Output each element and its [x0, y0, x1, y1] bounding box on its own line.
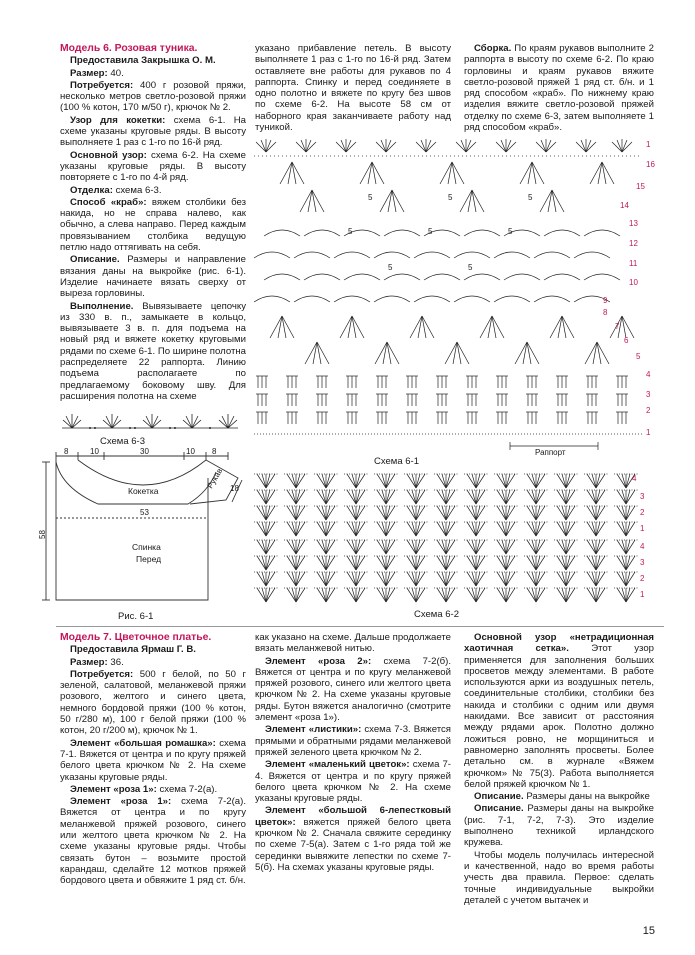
scheme-6-2-caption: Схема 6-2	[414, 609, 459, 620]
dim-8-right: 8	[212, 447, 217, 456]
m7-rules: Чтобы модель получилась интересной и качественной, надо во время работы учесть два правила. Первое: сделать точные индивидуальные выкройки деталей с учетом вытачек и	[464, 849, 654, 906]
scheme-6-2-chart	[252, 470, 644, 604]
row-number: 13	[629, 219, 638, 228]
row-number: 15	[636, 182, 645, 191]
rapport-label: Раппорт	[535, 448, 566, 457]
inner-5-label: 5	[508, 227, 513, 236]
label-front: Перед	[136, 554, 162, 564]
m6-assembly: Сборка. По краям рукавов выполните 2 раппорта в высоту по схеме 6-2. По краю горловины и краям рукавов вяжите светло-розовой пряжей 1 ряд ст. б/н. и 1 ряд способом «краб». По нижнему краю изделия вяжите светло-розовой пряжей отделку по схеме 6-3, затем выполняете 1 ряд способом «краб».	[464, 43, 654, 134]
m7-rose1: Элемент «роза 1»: схема 7-2(а). Вяжется от центра и по кругу меланжевой пряжей розового, синего или желтого цвета крючком № 2. На схеме указаны круговые ряды. Чтобы связать бутон – возьмите простой карандаш, сделайте 12 мотков пряжей бордового цвета и обвяжите 1 ряд ст. б/н.	[60, 796, 246, 887]
m7-column-2	[255, 632, 451, 874]
row-number: 16	[646, 160, 655, 169]
label-yoke: Кокетка	[128, 486, 159, 496]
inner-5-labels	[348, 193, 533, 272]
m6-description: Описание. Размеры и направление вязания даны на выкройке (рис. 6-1). Изделие начинаете вязать сверху от выреза горловины.	[60, 254, 246, 300]
m7-small-flower: Элемент «маленький цветок»: схема 7-4. Вяжется от центра и по кругу пряжей белого цвета крючком № 2. На схеме указаны круговые ряды.	[255, 759, 452, 805]
inner-5-label: 5	[528, 193, 533, 202]
m7-title: Модель 7. Цветочное платье.	[60, 632, 212, 643]
row-number: 7	[615, 322, 620, 331]
m7-author: Предоставила Ярмаш Г. В.	[70, 644, 196, 656]
row-number: 14	[620, 201, 629, 210]
dim-58: 58	[37, 530, 47, 539]
page-number: 15	[642, 925, 655, 937]
row-number: 6	[624, 336, 629, 345]
m6-author: Предоставила Закрышка О. М.	[70, 55, 216, 67]
m7-description-1: Описание. Размеры даны на выкройке	[474, 791, 650, 803]
inner-5-label: 5	[448, 193, 453, 202]
row-number: 2	[646, 406, 651, 415]
m6-column-1	[60, 43, 246, 403]
m7-column-3	[464, 632, 654, 907]
m6-column-3	[464, 43, 654, 134]
inner-5-label: 5	[348, 227, 353, 236]
m7-size: Размер: 36.	[70, 656, 124, 668]
row-number: 3	[646, 390, 651, 399]
dim-10-right: 10	[186, 447, 195, 456]
row-number: 2	[640, 574, 645, 583]
scheme-6-1-caption: Схема 6-1	[374, 456, 419, 467]
row-number: 1	[640, 524, 645, 533]
row-number: 2	[640, 508, 645, 517]
row-number: 4	[640, 542, 645, 551]
label-sleeve: Рукав	[205, 466, 225, 491]
m6-materials: Потребуется: 400 г розовой пряжи, несколько метров светло-розовой пряжи (100 % котон, 170 м/50 г), крючок № 2.	[60, 79, 246, 114]
m7-description-2: Описание. Размеры даны на выкройке (рис. 7-1, 7-2, 7-3). Это изделие выполнено техникой ирландского кружева.	[464, 803, 654, 849]
inner-5-label: 5	[388, 263, 393, 272]
m6-col2-text: указано прибавление петель. В высоту выполняете 1 раз с 1-го по 16-й ряд. Затем оставляете вне работы для рукавов по 4 раппорта. Спинку и перед соединяете в одно полотно и вяжете по кругу без швов по схеме 6-2. На высоте 58 см от наборного края заканчиваете работу над туникой.	[255, 43, 451, 134]
row-number: 11	[629, 259, 638, 268]
m6-yoke-pattern: Узор для кокетки: схема 6-1. На схеме указаны круговые ряды. В высоту выполняете 1 раз с 1-го по 16-й ряд.	[60, 114, 246, 149]
inner-5-label: 5	[468, 263, 473, 272]
m7-mesh: Основной узор «нетрадиционная хаотичная сетка». Этот узор применяется для заполнения больших просветов между элементами. В работе используются арки из воздушных петель, соединительные столбики, столбики без накида и столбики с одним или двумя накидами. Все зависит от расстояния между рядами арок. Полотно должно ложиться ровно, не морщиниться и равномерно заполнять просветы. Более детально см. в журнале «Вяжем крючком» № 75(3). Работа выполняется белой пряжей крючком № 1.	[464, 632, 654, 790]
m6-execution: Выполнение. Вывязываете цепочку из 330 в. п., замыкаете в кольцо, вывязываете 3 в. п. для подъема на новый ряд и вяжете кокетку круговыми рядами по схеме 6-1. По ширине полотна распределяете 22 раппорта. Линию подъема располагаете по предлагаемому боковому шву. Для расширения полотна на схеме	[60, 300, 246, 402]
m7-rose2: Элемент «роза 2»: схема 7-2(б). Вяжется от центра и по кругу меланжевой пряжей розового, синего или желтого цвета крючком № 2. На схеме указаны круговые ряды. Бутон вяжется аналогично (смотрите элемент «роза 1»).	[255, 655, 451, 724]
inner-5-label: 5	[428, 227, 433, 236]
m6-title: Модель 6. Розовая туника.	[60, 43, 198, 54]
row-number: 3	[640, 492, 645, 501]
scheme-6-3-chart	[60, 406, 240, 434]
row-number: 4	[632, 474, 637, 483]
row-number: 10	[629, 278, 638, 287]
inner-5-label: 5	[368, 193, 373, 202]
m7-materials: Потребуется: 500 г белой, по 50 г зеленой, салатовой, меланжевой пряжи розового, желтого и синего цвета, немного бордовой пряжи (100 % котон, 50 г/280 м), 100 г белой пряжи (100 % котон, 20 г/200 м), крючок № 1.	[60, 668, 246, 737]
dim-53: 53	[140, 508, 149, 517]
section-divider	[56, 626, 664, 627]
row-number: 1	[646, 140, 651, 149]
row-number: 4	[646, 370, 651, 379]
label-back: Спинка	[132, 542, 161, 552]
m6-trim: Отделка: схема 6-3.	[70, 184, 162, 196]
dim-8-left: 8	[64, 447, 69, 456]
fig-6-1-caption: Рис. 6-1	[118, 611, 154, 622]
scheme-6-1-chart	[252, 138, 652, 456]
row-number: 1	[640, 590, 645, 599]
row-number: 1	[646, 428, 651, 437]
m7-column-1	[60, 632, 246, 888]
m7-leaves: Элемент «листики»: схема 7-3. Вяжется прямыми и обратными рядами меланжевой пряжей зеленого цвета крючком № 2.	[255, 724, 452, 758]
row-number: 3	[640, 558, 645, 567]
m7-big-flower: Элемент «большой 6-лепестковый цветок»: вяжется пряжей белого цвета крючком № 2. Сначала свяжите серединку по схеме 7-5(а). Затем с 1-го ряда той же серединки вывяжите лепестки по схеме 7-5(б). На схемах указаны круговые ряды.	[255, 805, 451, 873]
scheme-6-3-caption: Схема 6-3	[100, 436, 145, 447]
m7-col2-intro: как указано на схеме. Дальше продолжаете вязать меланжевой нитью.	[255, 632, 451, 655]
dim-10-left: 10	[90, 447, 99, 456]
row-number: 12	[629, 239, 638, 248]
m7-rose1-short: Элемент «роза 1»: схема 7-2(а).	[70, 783, 218, 795]
dim-30: 30	[140, 447, 149, 456]
m6-size: Размер: 40.	[70, 67, 124, 79]
m6-column-2	[255, 43, 451, 134]
m7-chamomile: Элемент «большая ромашка»: схема 7-1. Вяжется от центра и по кругу пряжей белого цвета крючком № 2. На схеме указаны круговые ряды.	[60, 737, 246, 783]
row-number: 9	[603, 296, 608, 305]
m6-main-pattern: Основной узор: схема 6-2. На схеме указаны круговые ряды. В высоту повторяете с 1-го по 4-й ряд.	[60, 149, 246, 184]
m6-crab-stitch: Способ «краб»: вяжем столбики без накида, но не справа налево, как обычно, а слева направо. Перед каждым провязыванием столбика ведущую петлю надо оттягивать на себя.	[60, 196, 246, 254]
row-number: 5	[636, 352, 641, 361]
row-number: 8	[603, 308, 608, 317]
dim-18: 18	[230, 484, 239, 493]
